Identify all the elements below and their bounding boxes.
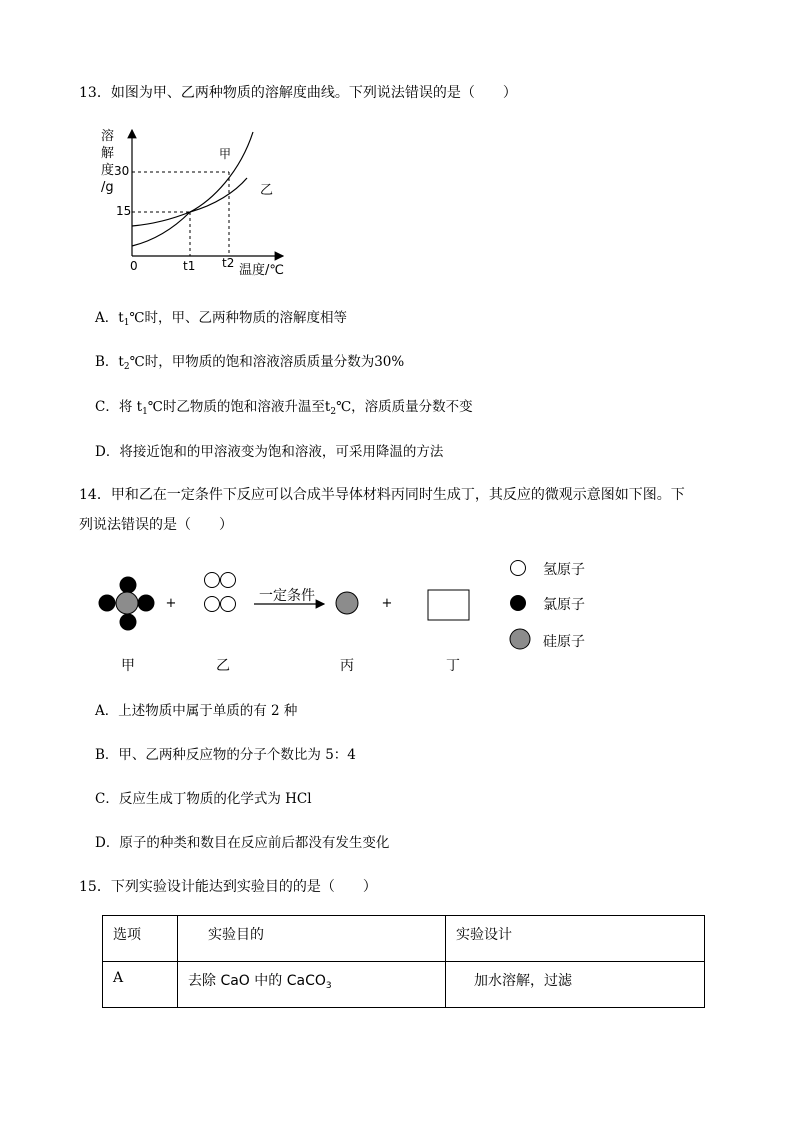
x-tick-t1: t1	[183, 259, 196, 273]
legend-hydrogen-label: 氢原子	[543, 562, 585, 578]
option-text: 甲、乙两种反应物的分子个数比为 5：4	[118, 747, 356, 763]
option-text: t	[118, 354, 124, 370]
cell-design: 加水溶解，过滤	[446, 962, 705, 1008]
chlorine-atom	[138, 595, 155, 612]
q13-option-c[interactable]	[95, 395, 473, 417]
subscript: 1	[123, 318, 130, 328]
q13-option-a[interactable]	[95, 306, 347, 328]
chlorine-atom	[120, 614, 137, 631]
hydrogen-atom	[221, 573, 236, 588]
ylabel-char-1: 溶	[101, 129, 115, 144]
y-tick-30: 30	[114, 164, 130, 178]
series-label-jia: 甲	[219, 147, 232, 161]
y-tick-15: 15	[116, 204, 132, 218]
label-bing: 丙	[340, 658, 354, 674]
table-row[interactable]	[103, 962, 705, 1008]
plus-sign: +	[381, 596, 393, 611]
chart-ylabel	[101, 128, 114, 196]
chlorine-atom	[120, 577, 137, 594]
legend-hydrogen-icon	[511, 561, 526, 576]
experiment-table	[102, 915, 705, 1008]
hydrogen-atom	[205, 597, 220, 612]
subscript: 1	[142, 407, 148, 417]
option-text: ℃时，甲物质的饱和溶液溶质质量分数为30%	[129, 354, 405, 370]
header-purpose: 实验目的	[178, 916, 446, 962]
option-text: 将 t	[118, 399, 143, 415]
legend-chlorine-icon	[510, 595, 526, 611]
legend-silicon-label: 硅原子	[543, 634, 585, 650]
molecule-bing	[336, 592, 358, 614]
option-letter: C．	[95, 399, 119, 415]
solubility-chart	[95, 122, 295, 282]
legend-silicon-icon	[510, 629, 530, 649]
silicon-atom	[116, 592, 138, 614]
q14-stem-line1: 14．甲和乙在一定条件下反应可以合成半导体材料丙同时生成丁，其反应的微观示意图如下图。下	[79, 487, 685, 503]
x-tick-t2: t2	[222, 256, 235, 270]
option-letter: B．	[95, 354, 119, 370]
hydrogen-atom	[221, 597, 236, 612]
q14-option-c[interactable]	[95, 787, 312, 807]
option-text: 原子的种类和数目在反应前后都没有发生变化	[119, 835, 390, 851]
subscript: 3	[325, 981, 332, 991]
ylabel-char-4: /g	[101, 180, 114, 195]
cell-option: A	[103, 962, 178, 1008]
x-tick-origin: 0	[130, 259, 138, 273]
option-text: ℃时乙物质的饱和溶液升温至t	[147, 399, 331, 415]
option-text: 上述物质中属于单质的有 2 种	[118, 703, 298, 719]
q14-option-d[interactable]	[95, 831, 389, 851]
option-letter: A．	[95, 703, 119, 719]
option-text: t	[118, 310, 124, 326]
option-letter: B．	[95, 747, 119, 763]
cell-purpose	[178, 962, 446, 1008]
label-ding: 丁	[446, 658, 460, 674]
molecule-jia	[99, 577, 155, 631]
option-text: ℃，溶质质量分数不变	[336, 399, 473, 415]
table-header-row	[103, 916, 705, 962]
plus-sign: +	[165, 596, 177, 611]
molecule-ding-box	[428, 590, 469, 620]
ylabel-char-2: 解	[101, 146, 115, 161]
legend-chlorine-label: 氯原子	[543, 597, 585, 613]
molecule-yi	[205, 573, 236, 612]
option-text: 反应生成丁物质的化学式为 HCl	[118, 791, 312, 807]
x-axis-label: 温度/℃	[239, 263, 284, 278]
q14-option-b[interactable]	[95, 743, 356, 763]
ylabel-char-3: 度	[101, 163, 115, 178]
q14-stem-line2: 列说法错误的是（ ）	[79, 517, 233, 533]
option-letter: D．	[95, 835, 120, 851]
label-jia: 甲	[121, 658, 135, 674]
curve-jia	[132, 132, 253, 246]
label-yi: 乙	[216, 658, 230, 674]
option-letter: D．	[95, 444, 120, 460]
q15-stem: 15．下列实验设计能达到实验目的的是（ ）	[79, 879, 377, 895]
purpose-text: 去除 CaO 中的 CaCO	[188, 973, 326, 989]
subscript: 2	[330, 407, 337, 417]
q14-option-a[interactable]	[95, 699, 297, 719]
option-text: 将接近饱和的甲溶液变为饱和溶液，可采用降温的方法	[119, 444, 444, 460]
option-letter: A．	[95, 310, 119, 326]
option-text: ℃时，甲、乙两种物质的溶解度相等	[129, 310, 348, 326]
q13-option-d[interactable]	[95, 440, 443, 460]
reaction-condition: 一定条件	[259, 588, 315, 604]
header-design: 实验设计	[446, 916, 705, 962]
hydrogen-atom	[205, 573, 220, 588]
q13-option-b[interactable]	[95, 350, 404, 372]
q13-stem: 13．如图为甲、乙两种物质的溶解度曲线。下列说法错误的是（ ）	[79, 85, 517, 101]
header-option: 选项	[103, 916, 178, 962]
chlorine-atom	[99, 595, 116, 612]
series-label-yi: 乙	[260, 183, 274, 198]
option-letter: C．	[95, 791, 119, 807]
subscript: 2	[123, 362, 130, 372]
